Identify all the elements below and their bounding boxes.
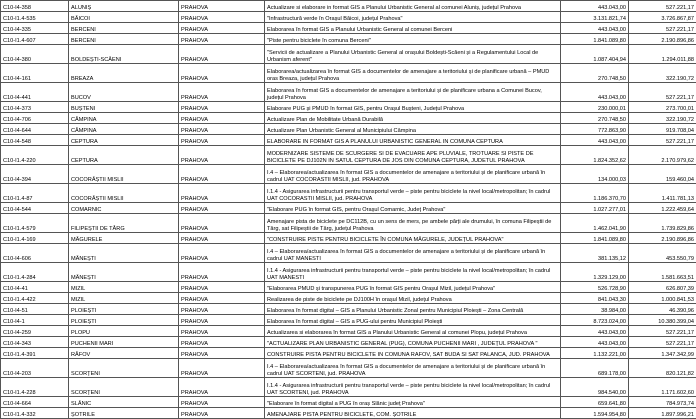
value-with-vat-cell: 527.221,17 [629,135,696,146]
county-cell: PRAHOVA [179,124,265,135]
county-cell: PRAHOVA [179,214,265,233]
project-code-cell: C10-I4-394 [1,165,69,184]
description-cell: I.1.4 - Asigurarea infrastructurii pentru transportul verde – piste pentru biciclete la nivel local/metropolitan; în cadrul UAT MANESTI [265,263,561,282]
table-row [1,282,696,293]
project-code-cell: C10-I4-380 [1,45,69,64]
county-cell: PRAHOVA [179,113,265,124]
value-with-vat-cell: 159.460,04 [629,165,696,184]
value-without-vat-cell: 8.723.024,00 [561,315,629,326]
table-row [1,124,696,135]
project-code-cell: C10-I1.4-169 [1,233,69,244]
table-row [1,23,696,34]
value-without-vat-cell: 443.043,00 [561,337,629,348]
county-cell: PRAHOVA [179,263,265,282]
value-with-vat-cell: 322.190,72 [629,113,696,124]
county-cell: PRAHOVA [179,12,265,23]
value-with-vat-cell: 527.221,17 [629,23,696,34]
value-without-vat-cell: 38.984,00 [561,304,629,315]
project-code-cell: C10-I1.4-607 [1,34,69,45]
table-row [1,102,696,113]
value-with-vat-cell: 784.973,74 [629,397,696,408]
value-with-vat-cell: 1.897.996,21 [629,408,696,419]
description-cell: "CONSTRUIRE PISTE PENTRU BICICLETE ÎN COMUNA MĂGURELE, JUDEȚUL PRAHOVA" [265,233,561,244]
project-code-cell: C10-I4-343 [1,337,69,348]
value-without-vat-cell: 3.131.821,74 [561,12,629,23]
table-row [1,378,696,397]
project-code-cell: C10-I1.4-332 [1,408,69,419]
description-cell: "Servicii de actualizare a Planului Urbanistic General al orașului Boldești-Scăeni și a Regulamentului Local de Urbanism aferent" [265,45,561,64]
county-cell: PRAHOVA [179,34,265,45]
value-with-vat-cell: 1.000.841,53 [629,293,696,304]
locality-cell: BUȘTENI [69,102,179,113]
value-with-vat-cell: 1.739.829,86 [629,214,696,233]
locality-cell: COCORĂȘTII MISLII [69,165,179,184]
county-cell: PRAHOVA [179,203,265,214]
county-cell: PRAHOVA [179,282,265,293]
locality-cell: FILIPEȘTII DE TÂRG [69,214,179,233]
project-code-cell: C10-I4-1 [1,315,69,326]
project-code-cell: C10-I1.4-87 [1,184,69,203]
project-code-cell: C10-I4-441 [1,83,69,102]
value-without-vat-cell: 1.594.954,80 [561,408,629,419]
locality-cell: ALUNIȘ [69,1,179,12]
county-cell: PRAHOVA [179,397,265,408]
locality-cell: PLOIEȘTI [69,304,179,315]
table-row [1,408,696,419]
value-with-vat-cell: 1.294.011,88 [629,45,696,64]
value-without-vat-cell: 443.043,00 [561,326,629,337]
description-cell: Elaborare PUG și PMUD în format GIS, pentru Orașul Bușteni, Județul Prahova [265,102,561,113]
description-cell: Actualizare Plan de Mobilitate Urbană Durabilă [265,113,561,124]
project-code-cell: C10-I1.4-228 [1,378,69,397]
locality-cell: MĂNEȘTI [69,244,179,263]
value-with-vat-cell: 626.807,39 [629,282,696,293]
table-row [1,337,696,348]
table-row [1,244,696,263]
description-cell: "Infrastructură verde în Orașul Băicoi, județul Prahova" [265,12,561,23]
value-with-vat-cell: 453.550,79 [629,244,696,263]
value-without-vat-cell: 443.043,00 [561,1,629,12]
county-cell: PRAHOVA [179,45,265,64]
value-without-vat-cell: 1.186.370,70 [561,184,629,203]
locality-cell: RÂFOV [69,348,179,359]
table-row [1,184,696,203]
value-with-vat-cell: 1.171.602,60 [629,378,696,397]
value-without-vat-cell: 443.043,00 [561,135,629,146]
description-cell: MODERNIZARE SISTEME DE SCURGERE SI DE EVACUARE APE PLUVIALE, TROTUARE SI PISTE DE BICICLETE PE DJ102N IN SATUL CEPTURA DE JOS DIN COMUNA CEPTURA, JUDETUL PRAHOVA [265,146,561,165]
locality-cell: CEPTURA [69,135,179,146]
description-cell: Elaborarea/actualizarea în format GIS a documentelor de amenajare a teritoriului și de planificare urbană – PMUD oras Breaza, județul Prahova [265,64,561,83]
county-cell: PRAHOVA [179,378,265,397]
value-with-vat-cell: 10.380.399,04 [629,315,696,326]
locality-cell: CÂMPINA [69,124,179,135]
description-cell: Actualizare Plan Urbanistic General al Municipiului Câmpina [265,124,561,135]
project-code-cell: C10-I4-606 [1,244,69,263]
project-code-cell: C10-I4-203 [1,359,69,378]
locality-cell: PUCHENII MARI [69,337,179,348]
description-cell: Elaborarea în format GIS a Planului Urbanistic General al comunei Berceni [265,23,561,34]
description-cell: "ACTUALIZARE PLAN URBANISTIC GENERAL (PUG), COMUNA PUCHENII MARI , JUDEȚUL PRAHOVA " [265,337,561,348]
county-cell: PRAHOVA [179,135,265,146]
value-without-vat-cell: 270.748,50 [561,64,629,83]
value-without-vat-cell: 443.043,00 [561,23,629,34]
county-cell: PRAHOVA [179,83,265,102]
project-code-cell: C10-I1.4-535 [1,12,69,23]
project-code-cell: C10-I4-358 [1,1,69,12]
value-without-vat-cell: 1.027.277,01 [561,203,629,214]
value-with-vat-cell: 1.222.459,64 [629,203,696,214]
project-code-cell: C10-I4-706 [1,113,69,124]
project-code-cell: C10-I4-644 [1,124,69,135]
description-cell: Realizarea de piste de biciclete pe DJ100H în orașul Mizil, județul Prahova [265,293,561,304]
project-code-cell: C10-I1.4-220 [1,146,69,165]
table-row [1,304,696,315]
county-cell: PRAHOVA [179,102,265,113]
table-row [1,359,696,378]
table-row [1,203,696,214]
description-cell: I.4 – Elaborarea/actualizarea în format GIS a documentelor de amenajare a teritoriului și de planificare urbană în cadrul UAT COCORASTII MISLII, jud. PRAHOVA [265,165,561,184]
project-code-cell: C10-I1.4-422 [1,293,69,304]
value-with-vat-cell: 2.190.896,86 [629,233,696,244]
locality-cell: BREAZA [69,64,179,83]
county-cell: PRAHOVA [179,64,265,83]
locality-cell: SCORȚENI [69,378,179,397]
value-with-vat-cell: 919.708,04 [629,124,696,135]
locality-cell: MĂGURELE [69,233,179,244]
value-with-vat-cell: 527.221,17 [629,326,696,337]
value-with-vat-cell: 1.411.781,13 [629,184,696,203]
table-row [1,397,696,408]
county-cell: PRAHOVA [179,165,265,184]
table-row [1,146,696,165]
description-cell: I.1.4 - Asigurarea infrastructurii pentru transportul verde – piste pentru biciclete la nivel local/metropolitan; în cadrul UAT COCORASTII MISLII, jud. PRAHOVA [265,184,561,203]
description-cell: ELABORARE IN FORMAT GIS A PLANULUI URBANISTIC GENERAL IN COMUNA CEPTURA [265,135,561,146]
locality-cell: CÂMPINA [69,113,179,124]
locality-cell: BUCOV [69,83,179,102]
description-cell: Amenajare pista de biciclete pe DC112B, cu un sens de mers, pe ambele părți ale drumului, în comuna Filipeștii de Târg, sat Filipeștii de Târg, județul Prahova [265,214,561,233]
table-row [1,12,696,23]
description-cell: Elaborarea în format digital – GIS a Planului Urbanistic Zonal pentru Municipiul Ploiești – Zona Centrală [265,304,561,315]
value-without-vat-cell: 984.540,00 [561,378,629,397]
county-cell: PRAHOVA [179,315,265,326]
locality-cell: CEPTURA [69,146,179,165]
table-row [1,1,696,12]
value-with-vat-cell: 527.221,17 [629,1,696,12]
county-cell: PRAHOVA [179,146,265,165]
description-cell: CONSTRUIRE PISTA PENTRU BICICLETE IN COMUNA RAFOV, SAT BUDA SI SAT PALANCA, JUD. PRAHOVA [265,348,561,359]
county-cell: PRAHOVA [179,184,265,203]
table-row [1,45,696,64]
value-with-vat-cell: 2.190.896,86 [629,34,696,45]
description-cell: AMENAJARE PISTA PENTRU BICICLETE, COM. ȘOTRILE [265,408,561,419]
county-cell: PRAHOVA [179,304,265,315]
value-without-vat-cell: 381.135,12 [561,244,629,263]
description-cell: Elaborarea în format GIS a documentelor de amenajare a teritoriului și de planificare urbana a Comunei Bucov, județul Prahova [265,83,561,102]
project-code-cell: C10-I4-51 [1,304,69,315]
table-row [1,214,696,233]
table-row [1,263,696,282]
project-code-cell: C10-I4-335 [1,23,69,34]
description-cell: Actualizarea si elaborarea în format GIS a Planului Urbanistic General al comunei Plopu, județul Prahova [265,326,561,337]
table-row [1,326,696,337]
project-code-cell: C10-I4-161 [1,64,69,83]
value-without-vat-cell: 689.178,00 [561,359,629,378]
description-cell: Actualizare si elaborare in format GIS a Planului Urbanistic General al comunei Aluniș, județul Prahova [265,1,561,12]
value-without-vat-cell: 270.748,50 [561,113,629,124]
value-without-vat-cell: 1.132.221,00 [561,348,629,359]
value-with-vat-cell: 527.221,17 [629,83,696,102]
county-cell: PRAHOVA [179,337,265,348]
value-with-vat-cell: 1.347.342,99 [629,348,696,359]
description-cell: "Elaborare PUG în format GIS, pentru Orașul Comarnic, Județ Prahova" [265,203,561,214]
value-without-vat-cell: 134.000,03 [561,165,629,184]
value-without-vat-cell: 1.841.089,80 [561,34,629,45]
description-cell: I.4 – Elaborarea/actualizarea în format GIS a documentelor de amenajare a teritoriului și de planificare urbană în cadrul UAT MANESTI [265,244,561,263]
value-with-vat-cell: 273.700,01 [629,102,696,113]
value-with-vat-cell: 2.170.979,62 [629,146,696,165]
table-row [1,348,696,359]
value-without-vat-cell: 659.641,80 [561,397,629,408]
description-cell: I.4 – Elaborarea/actualizarea în format GIS a documentelor de amenajare a teritoriului și de planificare urbană în cadrul UAT SCORTENI, jud. PRAHOVA [265,359,561,378]
project-code-cell: C10-I4-41 [1,282,69,293]
table-row [1,293,696,304]
table-row [1,34,696,45]
project-code-cell: C10-I4-373 [1,102,69,113]
value-without-vat-cell: 1.087.404,94 [561,45,629,64]
description-cell: "Elaborarea PMUD și transpunerea PUG în format GIS pentru Orașul Mizil, județul Prahova" [265,282,561,293]
locality-cell: MIZIL [69,293,179,304]
table-row [1,233,696,244]
locality-cell: PLOPU [69,326,179,337]
value-without-vat-cell: 1.841.089,80 [561,233,629,244]
value-without-vat-cell: 1.329.129,00 [561,263,629,282]
value-with-vat-cell: 322.190,72 [629,64,696,83]
description-cell: Elaborarea în format digital – GIS a PUG-ului pentru Municipiul Ploiești [265,315,561,326]
description-cell: "Piste pentru biciclete în comuna Berceni" [265,34,561,45]
county-cell: PRAHOVA [179,1,265,12]
project-code-cell: C10-I4-548 [1,135,69,146]
project-code-cell: C10-I1.4-391 [1,348,69,359]
value-with-vat-cell: 46.390,96 [629,304,696,315]
locality-cell: COCORĂȘTII MISLII [69,184,179,203]
value-with-vat-cell: 1.581.663,51 [629,263,696,282]
project-code-cell: C10-I4-544 [1,203,69,214]
county-cell: PRAHOVA [179,23,265,34]
county-cell: PRAHOVA [179,408,265,419]
value-without-vat-cell: 443.043,00 [561,83,629,102]
table-row [1,315,696,326]
locality-cell: PLOIEȘTI [69,315,179,326]
value-without-vat-cell: 526.728,90 [561,282,629,293]
locality-cell: BOLDEȘTI-SCĂENI [69,45,179,64]
description-cell: "Elaborare în format digital a PUG în oraș Slănic județ Prahova" [265,397,561,408]
locality-cell: ȘOTRILE [69,408,179,419]
locality-cell: COMARNIC [69,203,179,214]
locality-cell: BERCENI [69,34,179,45]
project-code-cell: C10-I1.4-284 [1,263,69,282]
locality-cell: MĂNEȘTI [69,263,179,282]
value-without-vat-cell: 772.863,90 [561,124,629,135]
table-row [1,165,696,184]
value-without-vat-cell: 230.000,01 [561,102,629,113]
value-with-vat-cell: 3.726.867,87 [629,12,696,23]
county-cell: PRAHOVA [179,348,265,359]
locality-cell: SLĂNIC [69,397,179,408]
county-cell: PRAHOVA [179,233,265,244]
value-without-vat-cell: 1.462.041,90 [561,214,629,233]
county-cell: PRAHOVA [179,326,265,337]
value-without-vat-cell: 1.824.352,62 [561,146,629,165]
value-without-vat-cell: 841.043,30 [561,293,629,304]
value-with-vat-cell: 527.221,17 [629,337,696,348]
county-cell: PRAHOVA [179,359,265,378]
locality-cell: BĂICOI [69,12,179,23]
table-row [1,135,696,146]
locality-cell: SCORȚENI [69,359,179,378]
locality-cell: BERCENI [69,23,179,34]
table-row [1,83,696,102]
description-cell: I.1.4 - Asigurarea infrastructurii pentru transportul verde – piste pentru biciclete la nivel local/metropolitan; în cadrul UAT SCORTENI, jud. PRAHOVA [265,378,561,397]
project-code-cell: C10-I1.4-579 [1,214,69,233]
table-row [1,113,696,124]
project-code-cell: C10-I4-259 [1,326,69,337]
value-with-vat-cell: 820.121,82 [629,359,696,378]
locality-cell: MIZIL [69,282,179,293]
county-cell: PRAHOVA [179,244,265,263]
county-cell: PRAHOVA [179,293,265,304]
table-row [1,64,696,83]
project-code-cell: C10-I4-664 [1,397,69,408]
